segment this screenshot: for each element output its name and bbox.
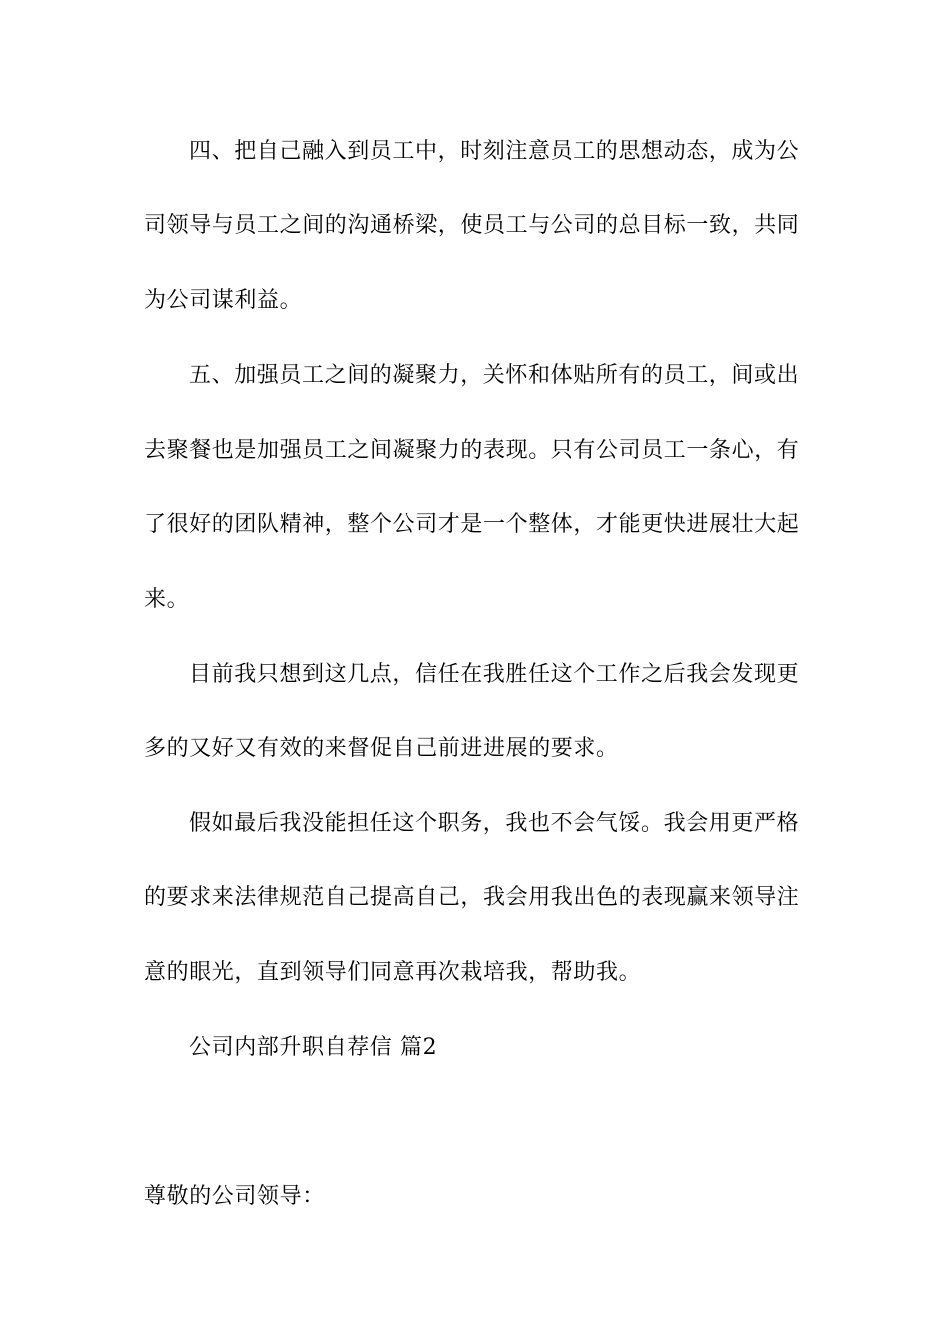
paragraph-4-line-1: 四、把自己融入到员工中，时刻注意员工的思想动态，成为公 — [189, 139, 800, 164]
paragraph-4-line-2: 司领导与员工之间的沟通桥梁，使员工与公司的总目标一致，共同 — [144, 213, 800, 238]
paragraph-6-line-1: 目前我只想到这几点，信任在我胜任这个工作之后我会发现更 — [189, 662, 800, 687]
paragraph-6-line-2: 多的又好又有效的来督促自己前进进展的要求。 — [144, 736, 619, 761]
paragraph-7-line-3: 意的眼光，直到领导们同意再次栽培我，帮助我。 — [144, 960, 642, 985]
salutation: 尊敬的公司领导： — [144, 1184, 325, 1209]
paragraph-4-line-3: 为公司谋利益。 — [144, 288, 303, 313]
paragraph-5-line-2: 去聚餐也是加强员工之间凝聚力的表现。只有公司员工一条心，有 — [144, 438, 800, 463]
section-heading: 公司内部升职自荐信 篇2 — [189, 1035, 438, 1060]
paragraph-5-line-3: 了很好的团队精神，整个公司才是一个整体，才能更快进展壮大起 — [144, 512, 800, 537]
paragraph-5-line-1: 五、加强员工之间的凝聚力，关怀和体贴所有的员工，间或出 — [189, 363, 800, 388]
paragraph-7-line-1: 假如最后我没能担任这个职务，我也不会气馁。我会用更严格 — [189, 811, 800, 836]
paragraph-5-line-4: 来。 — [144, 587, 190, 612]
paragraph-7-line-2: 的要求来法律规范自己提高自己，我会用我出色的表现赢来领导注 — [144, 885, 800, 910]
